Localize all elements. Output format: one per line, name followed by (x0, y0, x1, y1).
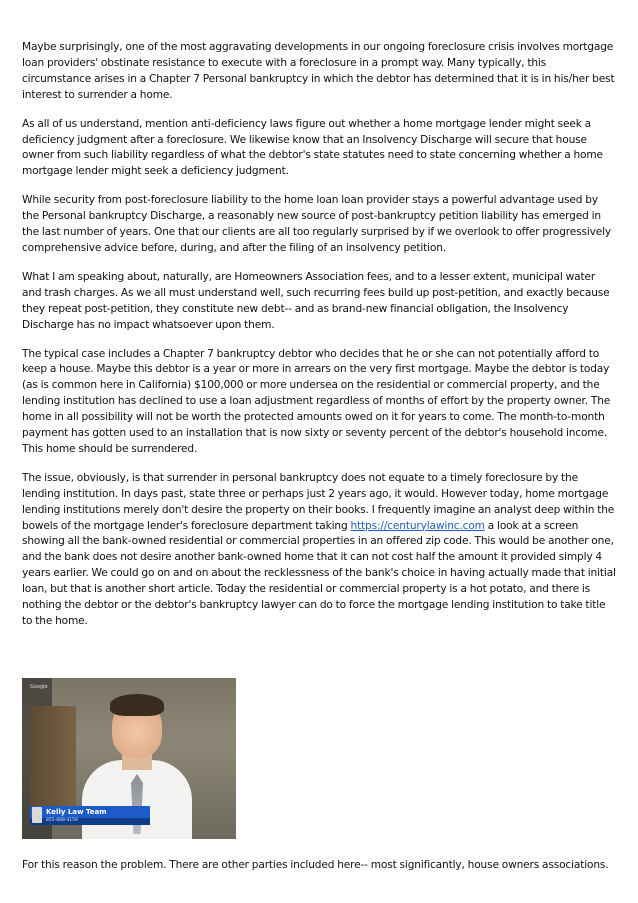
article-body (22, 40, 617, 643)
paragraph-3: While security from post-foreclosure liability to the home loan loan provider stays a powerful advantage used by the Personal bankruptcy Discharge, a reasonably new source of post-bankruptcy petition liability has emerged in the last number of years. One that our clients are all too regularly surprised by if we overlook to offer progressively comprehensive advice before, during, and after the filing of an insolvency petition. (22, 194, 612, 254)
paragraph-6-text-after: a look at a screen showing all the bank-owned residential or commercial properties in an offered zip code. This would be another one, and the bank does not desire another bank-owned home that it can not cost half the amount it provided simply 4 years earlier. We could go on and on about the recklessness of the bank's choice in having actually made that initial loan, but that is another short article. Today the residential or commercial property is a hot potato, and there is nothing the debtor or the debtor's bankruptcy lawyer can do to force the mortgage lending institution to take title to the home. (22, 519, 616, 627)
closing-paragraph: For this reason the problem. There are other parties included here-- most significantly, house owners associations. (22, 859, 609, 871)
paragraph-4: What I am speaking about, naturally, are Homeowners Association fees, and to a lesser extent, municipal water and trash charges. As we all must understand well, such recurring fees build up post-petition, and exactly because they repeat post-petition, they constitute new debt-- and as brand-new financial obligation, the Insolvency Discharge has no impact whatsoever upon them. (22, 270, 610, 331)
lower-third-name: Kelly Law Team (46, 808, 107, 816)
paragraph-1: Maybe surprisingly, one of the most aggravating developments in our ongoing foreclosure crisis involves mortgage loan providers' obstinate resistance to execute with a foreclosure in a prompt way. Many typically, this circumstance arises in a Chapter 7 Personal bankruptcy in which the debtor has determined that it is in his/her best interest to surrender a home. (22, 41, 615, 101)
video-watermark: Google (30, 684, 48, 690)
century-law-link[interactable]: https://centurylawinc.com (350, 519, 485, 532)
speaker-hair (110, 694, 164, 716)
paragraph-2: As all of us understand, mention anti-deficiency laws figure out whether a home mortgage lender might seek a deficiency judgment after a foreclosure. We likewise know that an Insolvency Discharge will secure that house owner from such liability regardless of what the debtor's state statutes need to state concerning whether a home mortgage lender might seek a deficiency judgment. (22, 117, 603, 178)
paragraph-6 (22, 471, 617, 630)
video-thumbnail[interactable] (22, 678, 236, 839)
lower-third-phone: 855-888-4159 (46, 818, 78, 823)
paragraph-6-text-before: The issue, obviously, is that surrender in personal bankruptcy does not equate to a timely foreclosure by the lending institution. In days past, state three or perhaps just 2 years ago, it would. However today, home mortgage lending institutions merely don't desire the property on their books. I frequently imagine an analyst deep within the bowels of the mortgage lender's foreclosure department taking (22, 471, 615, 532)
paragraph-5: The typical case includes a Chapter 7 bankruptcy debtor who decides that he or she can not potentially afford to keep a house. Maybe this debtor is a year or more in arrears on the very first mortgage. Maybe the debtor is today (as is common here in California) $100,000 or more undersea on the residential or commercial property, and the lending institution has declined to use a loan adjustment regardless of months of effort by the property owner. The home in all possibility will not be worth the protected amounts owed on it for years to come. The month-to-month payment has gotten used to an installation that is now sixty or seventy percent of the debtor's household income. This home should be surrendered. (22, 347, 611, 455)
video-door (30, 706, 76, 816)
lower-third-avatar (32, 807, 42, 823)
